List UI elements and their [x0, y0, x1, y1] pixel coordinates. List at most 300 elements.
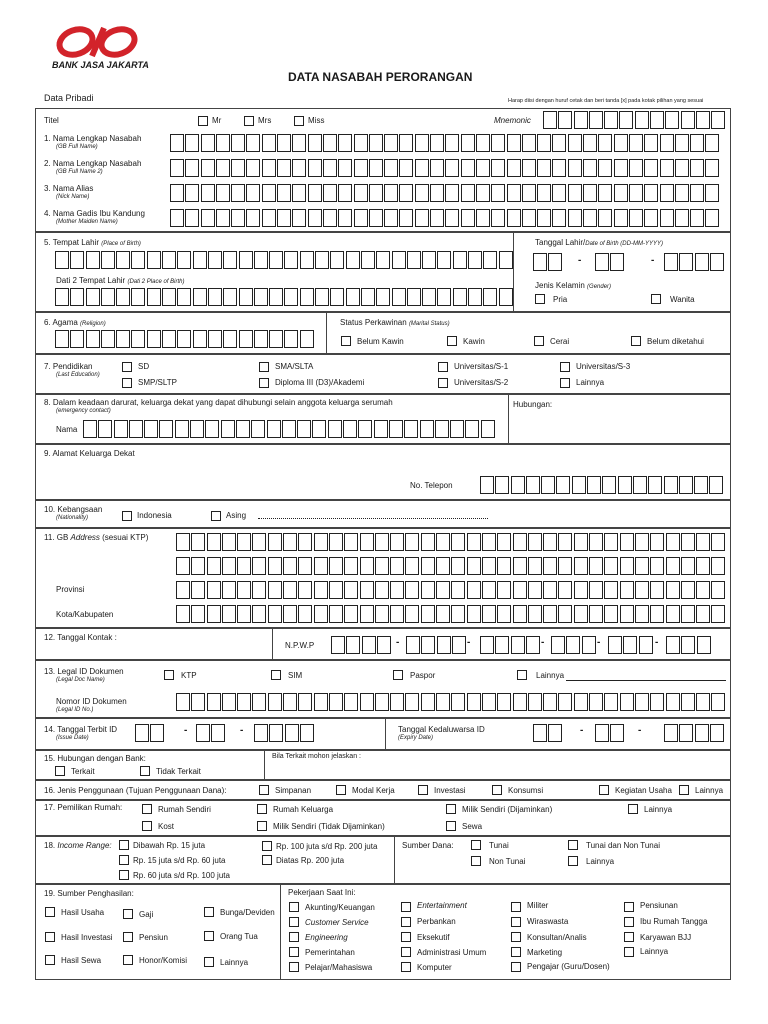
char-cell[interactable] — [314, 693, 328, 711]
char-cell[interactable] — [191, 581, 205, 599]
char-cell[interactable] — [598, 134, 612, 152]
asing-checkbox[interactable] — [211, 511, 221, 521]
char-cell[interactable] — [262, 209, 276, 227]
char-cell[interactable] — [346, 251, 360, 269]
char-cell[interactable] — [315, 288, 329, 306]
char-cell[interactable] — [583, 134, 597, 152]
char-cell[interactable] — [483, 251, 497, 269]
nick-name-input[interactable] — [170, 184, 721, 202]
char-cell[interactable] — [268, 533, 282, 551]
char-cell[interactable] — [268, 557, 282, 575]
char-cell[interactable] — [405, 533, 419, 551]
char-cell[interactable] — [384, 209, 398, 227]
issue-month-input[interactable] — [196, 724, 227, 742]
char-cell[interactable] — [620, 533, 634, 551]
char-cell[interactable] — [208, 251, 222, 269]
indonesia-checkbox[interactable] — [122, 511, 132, 521]
sd-checkbox[interactable] — [122, 362, 132, 372]
char-cell[interactable] — [558, 605, 572, 623]
char-cell[interactable] — [101, 288, 115, 306]
char-cell[interactable] — [650, 557, 664, 575]
char-cell[interactable] — [70, 251, 84, 269]
char-cell[interactable] — [237, 581, 251, 599]
char-cell[interactable] — [461, 184, 475, 202]
npwp-part-2[interactable] — [406, 636, 467, 654]
char-cell[interactable] — [574, 557, 588, 575]
char-cell[interactable] — [262, 184, 276, 202]
char-cell[interactable] — [147, 288, 161, 306]
char-cell[interactable] — [338, 159, 352, 177]
char-cell[interactable] — [283, 581, 297, 599]
char-cell[interactable] — [283, 693, 297, 711]
char-cell[interactable] — [499, 288, 513, 306]
char-cell[interactable] — [491, 134, 505, 152]
char-cell[interactable] — [604, 605, 618, 623]
char-cell[interactable] — [323, 159, 337, 177]
char-cell[interactable] — [568, 134, 582, 152]
char-cell[interactable] — [300, 288, 314, 306]
char-cell[interactable] — [375, 605, 389, 623]
char-cell[interactable] — [375, 533, 389, 551]
char-cell[interactable] — [451, 581, 465, 599]
simpanan-checkbox[interactable] — [259, 785, 269, 795]
char-cell[interactable] — [430, 159, 444, 177]
char-cell[interactable] — [277, 209, 291, 227]
char-cell[interactable] — [421, 605, 435, 623]
char-cell[interactable] — [421, 581, 435, 599]
char-cell[interactable] — [445, 134, 459, 152]
char-cell[interactable] — [185, 209, 199, 227]
char-cell[interactable] — [604, 581, 618, 599]
pria-checkbox[interactable] — [535, 294, 545, 304]
char-cell[interactable] — [711, 693, 725, 711]
s1-checkbox[interactable] — [438, 362, 448, 372]
char-cell[interactable] — [436, 581, 450, 599]
char-cell[interactable] — [451, 533, 465, 551]
char-cell[interactable] — [681, 605, 695, 623]
char-cell[interactable] — [277, 184, 291, 202]
char-cell[interactable] — [528, 693, 542, 711]
char-cell[interactable] — [675, 134, 689, 152]
char-cell[interactable] — [568, 159, 582, 177]
char-cell[interactable] — [162, 251, 176, 269]
kost-checkbox[interactable] — [142, 821, 152, 831]
char-cell[interactable] — [329, 605, 343, 623]
char-cell[interactable] — [690, 209, 704, 227]
city-input[interactable] — [176, 605, 727, 623]
char-cell[interactable] — [437, 251, 451, 269]
tidak-terkait-checkbox[interactable] — [140, 766, 150, 776]
dijaminkan-checkbox[interactable] — [446, 804, 456, 814]
char-cell[interactable] — [70, 288, 84, 306]
sim-checkbox[interactable] — [271, 670, 281, 680]
char-cell[interactable] — [558, 581, 572, 599]
char-cell[interactable] — [614, 209, 628, 227]
char-cell[interactable] — [666, 533, 680, 551]
char-cell[interactable] — [176, 533, 190, 551]
char-cell[interactable] — [344, 533, 358, 551]
char-cell[interactable] — [222, 693, 236, 711]
char-cell[interactable] — [191, 533, 205, 551]
char-cell[interactable] — [277, 159, 291, 177]
char-cell[interactable] — [528, 581, 542, 599]
karyawan-bjj-checkbox[interactable] — [624, 932, 634, 942]
char-cell[interactable] — [552, 184, 566, 202]
char-cell[interactable] — [407, 251, 421, 269]
char-cell[interactable] — [522, 134, 536, 152]
char-cell[interactable] — [399, 159, 413, 177]
char-cell[interactable] — [705, 134, 719, 152]
pengajar-checkbox[interactable] — [511, 962, 521, 972]
char-cell[interactable] — [543, 557, 557, 575]
char-cell[interactable] — [252, 581, 266, 599]
char-cell[interactable] — [711, 605, 725, 623]
char-cell[interactable] — [589, 557, 603, 575]
char-cell[interactable] — [55, 251, 69, 269]
char-cell[interactable] — [399, 209, 413, 227]
char-cell[interactable] — [254, 251, 268, 269]
char-cell[interactable] — [696, 581, 710, 599]
char-cell[interactable] — [543, 693, 557, 711]
char-cell[interactable] — [376, 251, 390, 269]
char-cell[interactable] — [476, 159, 490, 177]
rumah-sendiri-checkbox[interactable] — [142, 804, 152, 814]
char-cell[interactable] — [675, 209, 689, 227]
char-cell[interactable] — [231, 184, 245, 202]
char-cell[interactable] — [360, 533, 374, 551]
sewa-checkbox[interactable] — [446, 821, 456, 831]
char-cell[interactable] — [246, 184, 260, 202]
konsumsi-checkbox[interactable] — [492, 785, 502, 795]
char-cell[interactable] — [644, 159, 658, 177]
char-cell[interactable] — [231, 134, 245, 152]
char-cell[interactable] — [644, 184, 658, 202]
npwp-part-1[interactable] — [331, 636, 392, 654]
customer-service-checkbox[interactable] — [289, 917, 299, 927]
char-cell[interactable] — [308, 209, 322, 227]
char-cell[interactable] — [528, 557, 542, 575]
family-phone-input[interactable] — [480, 476, 725, 494]
char-cell[interactable] — [696, 533, 710, 551]
char-cell[interactable] — [497, 557, 511, 575]
char-cell[interactable] — [246, 159, 260, 177]
char-cell[interactable] — [392, 251, 406, 269]
char-cell[interactable] — [308, 134, 322, 152]
char-cell[interactable] — [216, 134, 230, 152]
char-cell[interactable] — [354, 184, 368, 202]
char-cell[interactable] — [451, 605, 465, 623]
char-cell[interactable] — [513, 557, 527, 575]
char-cell[interactable] — [269, 251, 283, 269]
char-cell[interactable] — [467, 533, 481, 551]
char-cell[interactable] — [696, 693, 710, 711]
char-cell[interactable] — [497, 605, 511, 623]
char-cell[interactable] — [254, 288, 268, 306]
char-cell[interactable] — [436, 605, 450, 623]
char-cell[interactable] — [329, 557, 343, 575]
char-cell[interactable] — [660, 184, 674, 202]
issue-day-input[interactable] — [135, 724, 166, 742]
hasil-sewa-checkbox[interactable] — [45, 955, 55, 965]
char-cell[interactable] — [436, 693, 450, 711]
char-cell[interactable] — [482, 533, 496, 551]
sma-checkbox[interactable] — [259, 362, 269, 372]
char-cell[interactable] — [131, 251, 145, 269]
char-cell[interactable] — [507, 184, 521, 202]
char-cell[interactable] — [344, 693, 358, 711]
char-cell[interactable] — [522, 209, 536, 227]
char-cell[interactable] — [284, 288, 298, 306]
char-cell[interactable] — [421, 557, 435, 575]
char-cell[interactable] — [354, 159, 368, 177]
char-cell[interactable] — [170, 209, 184, 227]
hasil-investasi-checkbox[interactable] — [45, 932, 55, 942]
char-cell[interactable] — [482, 557, 496, 575]
char-cell[interactable] — [231, 209, 245, 227]
char-cell[interactable] — [292, 159, 306, 177]
char-cell[interactable] — [445, 184, 459, 202]
char-cell[interactable] — [690, 134, 704, 152]
province-input[interactable] — [176, 581, 727, 599]
expiry-day-input[interactable] — [533, 724, 564, 742]
char-cell[interactable] — [711, 581, 725, 599]
ibu-rumah-tangga-checkbox[interactable] — [624, 917, 634, 927]
char-cell[interactable] — [314, 533, 328, 551]
char-cell[interactable] — [252, 557, 266, 575]
char-cell[interactable] — [467, 605, 481, 623]
pensiun-checkbox[interactable] — [123, 932, 133, 942]
char-cell[interactable] — [360, 581, 374, 599]
char-cell[interactable] — [390, 557, 404, 575]
char-cell[interactable] — [207, 533, 221, 551]
char-cell[interactable] — [451, 557, 465, 575]
char-cell[interactable] — [361, 251, 375, 269]
char-cell[interactable] — [329, 581, 343, 599]
char-cell[interactable] — [384, 184, 398, 202]
char-cell[interactable] — [268, 693, 282, 711]
char-cell[interactable] — [268, 581, 282, 599]
char-cell[interactable] — [292, 209, 306, 227]
char-cell[interactable] — [185, 159, 199, 177]
char-cell[interactable] — [208, 288, 222, 306]
income-1-checkbox[interactable] — [119, 840, 129, 850]
char-cell[interactable] — [574, 693, 588, 711]
char-cell[interactable] — [497, 693, 511, 711]
char-cell[interactable] — [629, 209, 643, 227]
char-cell[interactable] — [237, 605, 251, 623]
char-cell[interactable] — [298, 605, 312, 623]
char-cell[interactable] — [407, 288, 421, 306]
konsultan-checkbox[interactable] — [511, 932, 521, 942]
id-lainnya-field[interactable] — [566, 680, 726, 681]
char-cell[interactable] — [369, 209, 383, 227]
char-cell[interactable] — [239, 251, 253, 269]
char-cell[interactable] — [620, 557, 634, 575]
char-cell[interactable] — [222, 605, 236, 623]
char-cell[interactable] — [614, 159, 628, 177]
char-cell[interactable] — [55, 288, 69, 306]
char-cell[interactable] — [681, 533, 695, 551]
eksekutif-checkbox[interactable] — [401, 932, 411, 942]
char-cell[interactable] — [223, 288, 237, 306]
char-cell[interactable] — [705, 159, 719, 177]
char-cell[interactable] — [415, 209, 429, 227]
char-cell[interactable] — [176, 581, 190, 599]
dob-month-input[interactable] — [595, 253, 626, 271]
char-cell[interactable] — [369, 134, 383, 152]
char-cell[interactable] — [323, 134, 337, 152]
char-cell[interactable] — [598, 184, 612, 202]
edu-lainnya-checkbox[interactable] — [560, 378, 570, 388]
char-cell[interactable] — [461, 134, 475, 152]
ktp-checkbox[interactable] — [164, 670, 174, 680]
char-cell[interactable] — [589, 581, 603, 599]
char-cell[interactable] — [222, 533, 236, 551]
char-cell[interactable] — [476, 209, 490, 227]
char-cell[interactable] — [568, 209, 582, 227]
mrs-checkbox[interactable] — [244, 116, 254, 126]
smp-checkbox[interactable] — [122, 378, 132, 388]
char-cell[interactable] — [574, 581, 588, 599]
house-lainnya-checkbox[interactable] — [628, 804, 638, 814]
char-cell[interactable] — [231, 159, 245, 177]
tunai-checkbox[interactable] — [471, 840, 481, 850]
modal-kerja-checkbox[interactable] — [336, 785, 346, 795]
char-cell[interactable] — [604, 533, 618, 551]
char-cell[interactable] — [635, 693, 649, 711]
char-cell[interactable] — [513, 693, 527, 711]
char-cell[interactable] — [589, 693, 603, 711]
char-cell[interactable] — [513, 533, 527, 551]
char-cell[interactable] — [690, 184, 704, 202]
char-cell[interactable] — [283, 605, 297, 623]
char-cell[interactable] — [376, 288, 390, 306]
expiry-month-input[interactable] — [595, 724, 626, 742]
address-line-1-input[interactable] — [176, 533, 727, 551]
char-cell[interactable] — [666, 557, 680, 575]
char-cell[interactable] — [283, 533, 297, 551]
char-cell[interactable] — [660, 134, 674, 152]
char-cell[interactable] — [277, 134, 291, 152]
char-cell[interactable] — [330, 288, 344, 306]
char-cell[interactable] — [467, 693, 481, 711]
char-cell[interactable] — [436, 533, 450, 551]
char-cell[interactable] — [635, 581, 649, 599]
char-cell[interactable] — [461, 209, 475, 227]
char-cell[interactable] — [170, 134, 184, 152]
char-cell[interactable] — [338, 184, 352, 202]
char-cell[interactable] — [216, 209, 230, 227]
char-cell[interactable] — [237, 557, 251, 575]
full-name-input[interactable] — [170, 134, 721, 152]
char-cell[interactable] — [430, 184, 444, 202]
char-cell[interactable] — [405, 557, 419, 575]
char-cell[interactable] — [422, 288, 436, 306]
full-name-2-input[interactable] — [170, 159, 721, 177]
char-cell[interactable] — [191, 605, 205, 623]
place-of-birth-input[interactable] — [55, 251, 514, 269]
char-cell[interactable] — [522, 184, 536, 202]
char-cell[interactable] — [629, 184, 643, 202]
char-cell[interactable] — [620, 605, 634, 623]
komputer-checkbox[interactable] — [401, 962, 411, 972]
char-cell[interactable] — [191, 557, 205, 575]
char-cell[interactable] — [308, 159, 322, 177]
char-cell[interactable] — [430, 209, 444, 227]
char-cell[interactable] — [552, 209, 566, 227]
char-cell[interactable] — [558, 557, 572, 575]
gaji-checkbox[interactable] — [123, 909, 133, 919]
char-cell[interactable] — [650, 693, 664, 711]
char-cell[interactable] — [537, 134, 551, 152]
char-cell[interactable] — [468, 288, 482, 306]
dana-lainnya-checkbox[interactable] — [568, 856, 578, 866]
tidak-dijaminkan-checkbox[interactable] — [257, 821, 267, 831]
char-cell[interactable] — [690, 159, 704, 177]
wiraswasta-checkbox[interactable] — [511, 917, 521, 927]
char-cell[interactable] — [614, 184, 628, 202]
char-cell[interactable] — [176, 693, 190, 711]
char-cell[interactable] — [421, 693, 435, 711]
char-cell[interactable] — [491, 159, 505, 177]
char-cell[interactable] — [207, 581, 221, 599]
char-cell[interactable] — [650, 605, 664, 623]
char-cell[interactable] — [635, 557, 649, 575]
mnemonic-input[interactable] — [543, 111, 727, 129]
char-cell[interactable] — [314, 581, 328, 599]
expiry-year-input[interactable] — [664, 724, 725, 742]
dati-input[interactable] — [55, 288, 514, 306]
pek-lainnya-checkbox[interactable] — [624, 947, 634, 957]
char-cell[interactable] — [338, 209, 352, 227]
engineering-checkbox[interactable] — [289, 932, 299, 942]
char-cell[interactable] — [298, 693, 312, 711]
char-cell[interactable] — [681, 557, 695, 575]
militer-checkbox[interactable] — [511, 902, 521, 912]
char-cell[interactable] — [445, 159, 459, 177]
char-cell[interactable] — [239, 288, 253, 306]
char-cell[interactable] — [375, 557, 389, 575]
char-cell[interactable] — [620, 581, 634, 599]
npwp-part-6[interactable] — [666, 636, 712, 654]
char-cell[interactable] — [629, 134, 643, 152]
char-cell[interactable] — [390, 533, 404, 551]
char-cell[interactable] — [598, 209, 612, 227]
char-cell[interactable] — [528, 605, 542, 623]
char-cell[interactable] — [399, 134, 413, 152]
pensiunan-checkbox[interactable] — [624, 902, 634, 912]
char-cell[interactable] — [543, 581, 557, 599]
char-cell[interactable] — [650, 533, 664, 551]
char-cell[interactable] — [292, 184, 306, 202]
mother-maiden-input[interactable] — [170, 209, 721, 227]
char-cell[interactable] — [390, 693, 404, 711]
char-cell[interactable] — [483, 288, 497, 306]
char-cell[interactable] — [375, 581, 389, 599]
char-cell[interactable] — [86, 251, 100, 269]
char-cell[interactable] — [681, 581, 695, 599]
char-cell[interactable] — [237, 693, 251, 711]
char-cell[interactable] — [176, 605, 190, 623]
char-cell[interactable] — [252, 605, 266, 623]
char-cell[interactable] — [222, 557, 236, 575]
char-cell[interactable] — [207, 693, 221, 711]
char-cell[interactable] — [399, 184, 413, 202]
char-cell[interactable] — [86, 288, 100, 306]
char-cell[interactable] — [252, 533, 266, 551]
char-cell[interactable] — [635, 605, 649, 623]
npwp-part-3[interactable] — [480, 636, 541, 654]
